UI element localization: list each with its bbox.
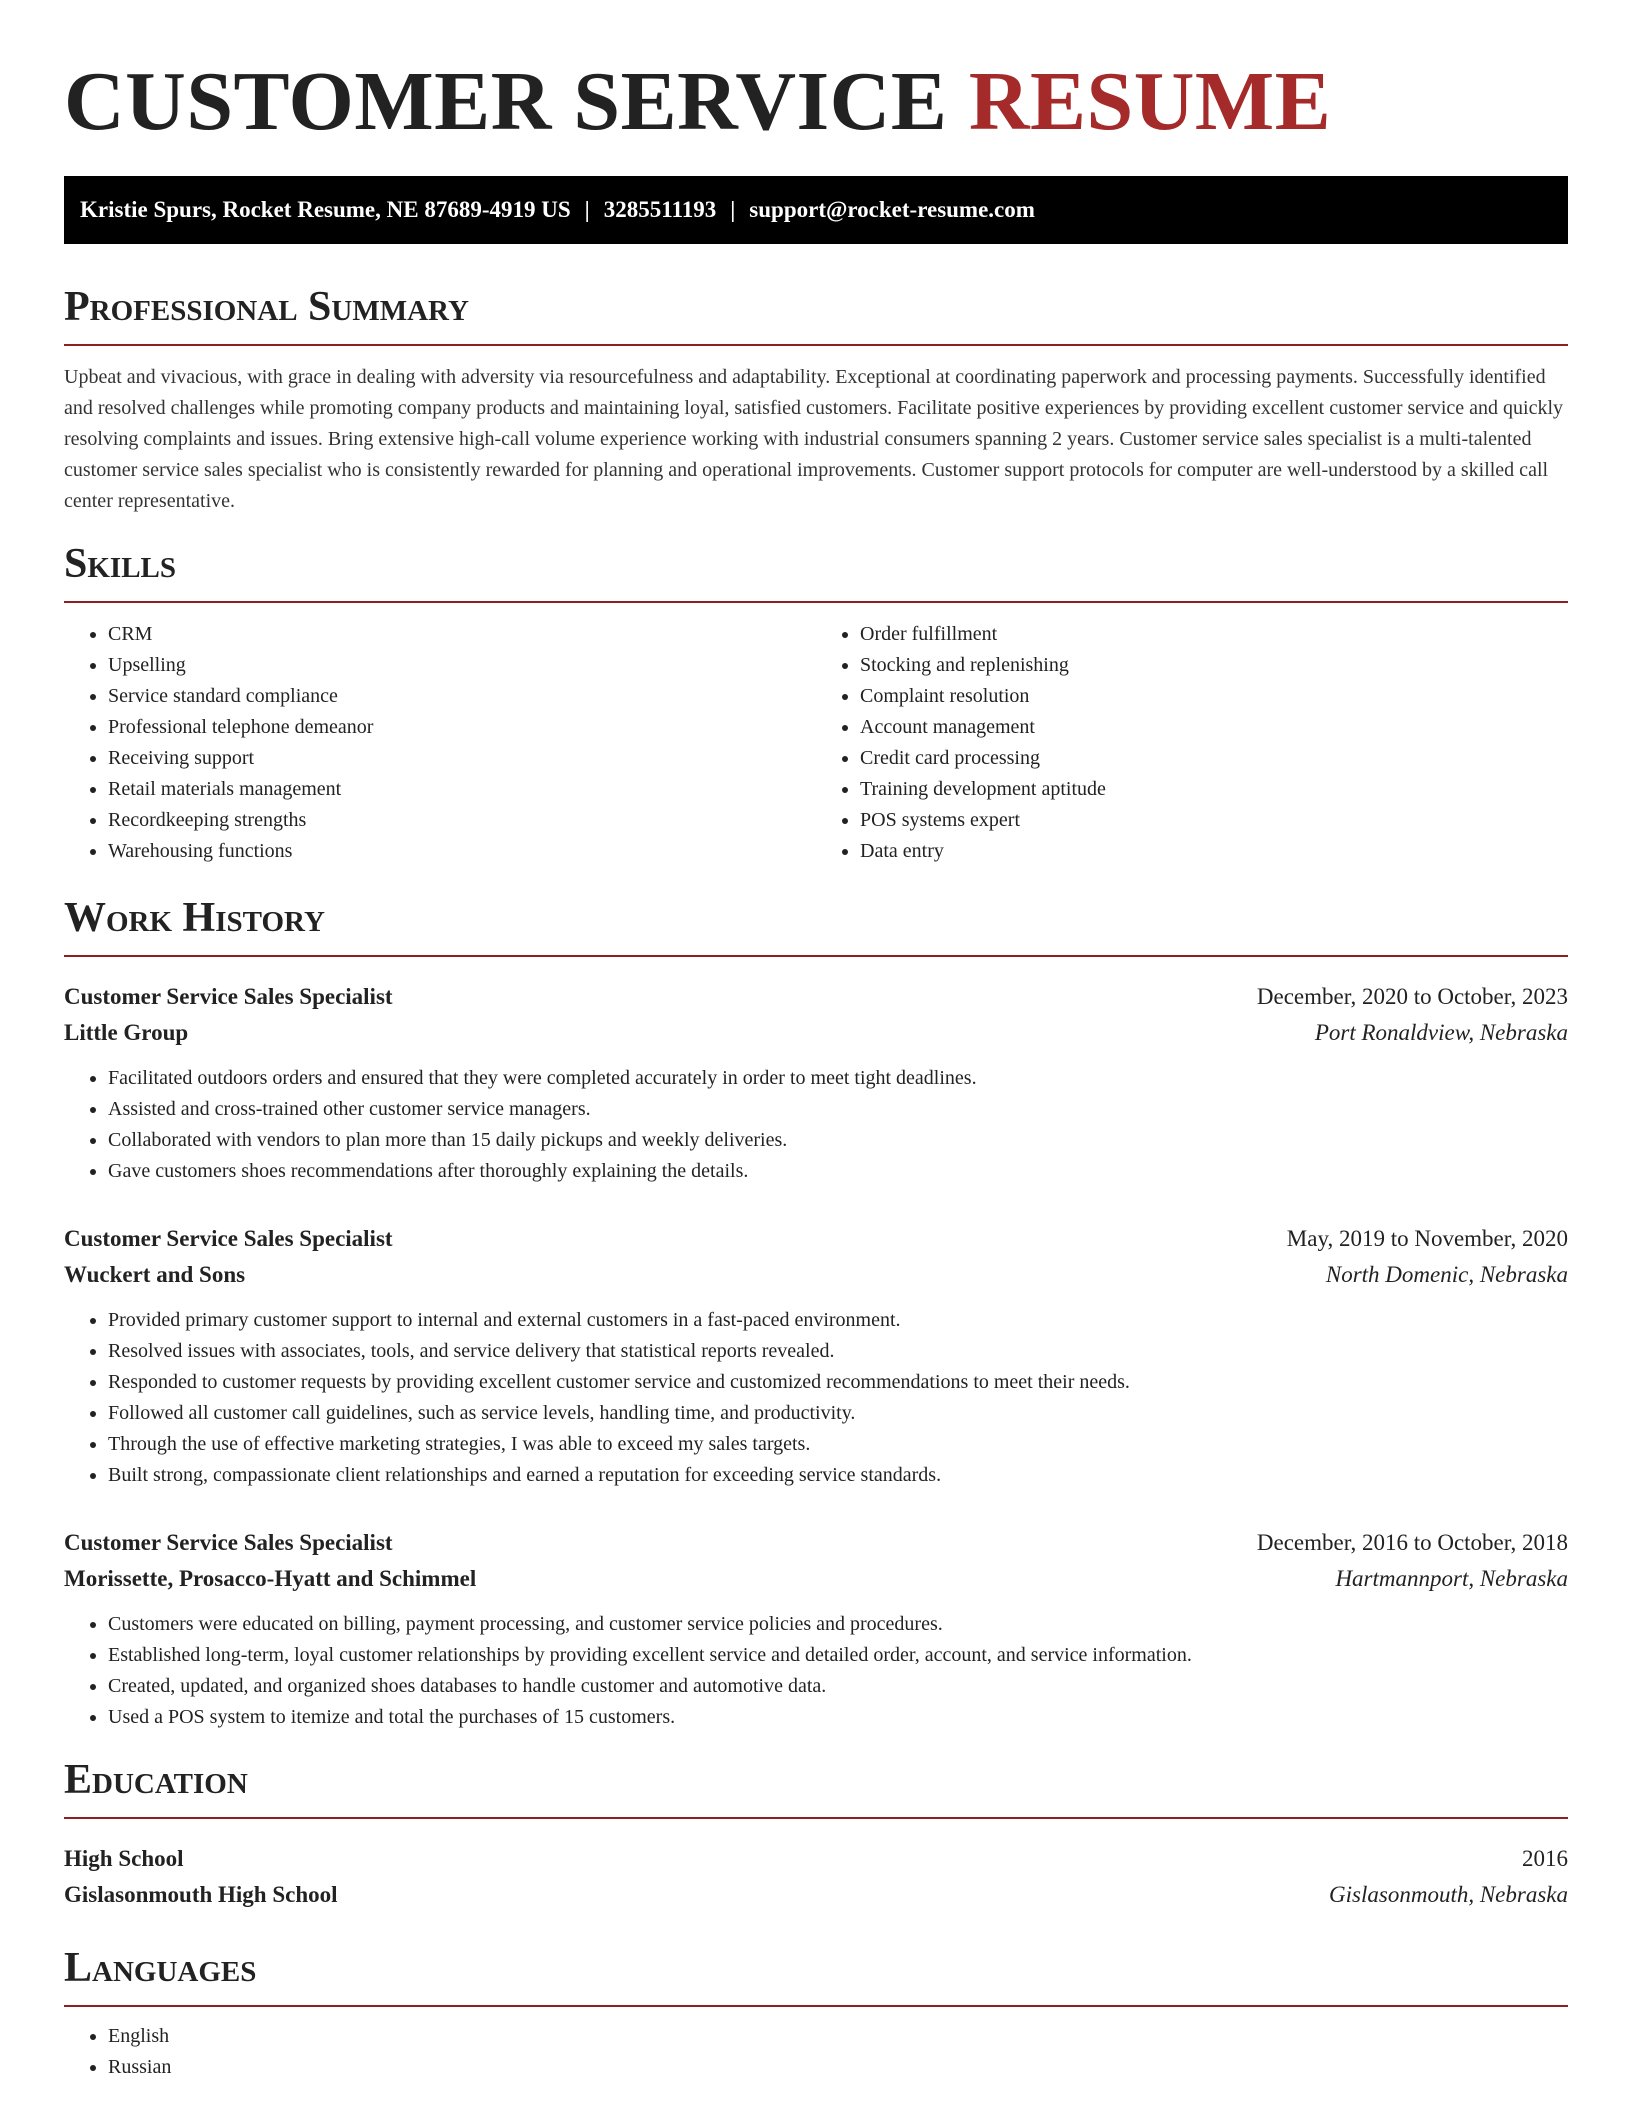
job-bullets (64, 1063, 1568, 1187)
skills-column-left (64, 619, 816, 867)
skills-column-right (816, 619, 1568, 867)
contact-separator: | (584, 197, 590, 222)
education-header (64, 1841, 1568, 1877)
skill-item: • Account management (860, 712, 1568, 743)
job-entry (64, 1525, 1568, 1733)
job-subheader (64, 1257, 1568, 1293)
job-location: North Domenic, Nebraska (1325, 1262, 1568, 1287)
skill-item: • Service standard compliance (108, 681, 816, 712)
skill-item: • Data entry (860, 836, 1568, 867)
job-title: Customer Service Sales Specialist (64, 1226, 393, 1251)
job-location: Hartmannport, Nebraska (1335, 1566, 1568, 1591)
job-entry (64, 979, 1568, 1187)
education-section (64, 1757, 1568, 1913)
resume-page (64, 0, 1568, 2083)
skill-item: • Credit card processing (860, 743, 1568, 774)
skill-item: • Recordkeeping strengths (108, 805, 816, 836)
title-accent: RESUME (968, 55, 1332, 148)
job-bullet: • Built strong, compassionate client relationships and earned a reputation for exceeding service standards. (108, 1460, 1568, 1491)
skills-section (64, 541, 1568, 867)
skill-item: • Complaint resolution (860, 681, 1568, 712)
languages-section (64, 1945, 1568, 2083)
summary-section (64, 284, 1568, 517)
job-bullet: • Responded to customer requests by providing excellent customer service and customized recommendations to meet their needs. (108, 1367, 1568, 1398)
education-subheader (64, 1877, 1568, 1913)
language-item: • Russian (108, 2052, 1568, 2083)
education-heading: Education (64, 1757, 1568, 1819)
work-section (64, 895, 1568, 1733)
skill-item: • Retail materials management (108, 774, 816, 805)
skill-item: • POS systems expert (860, 805, 1568, 836)
skill-item: • Warehousing functions (108, 836, 816, 867)
education-school: Gislasonmouth High School (64, 1882, 338, 1907)
job-subheader (64, 1561, 1568, 1597)
skills-heading: Skills (64, 541, 1568, 603)
job-bullet: • Used a POS system to itemize and total the purchases of 15 customers. (108, 1702, 1568, 1733)
languages-heading: Languages (64, 1945, 1568, 2007)
job-bullet: • Provided primary customer support to internal and external customers in a fast-paced environment. (108, 1305, 1568, 1336)
job-bullet: • Collaborated with vendors to plan more than 15 daily pickups and weekly deliveries. (108, 1125, 1568, 1156)
summary-text: Upbeat and vivacious, with grace in dealing with adversity via resourcefulness and adaptability. Exceptional at coordinating paperwork and processing payments. Successfully identified and resolved challenges while promoting company products and maintaining loyal, satisfied customers. Facilitate positive experiences by providing excellent customer service and quickly resolving complaints and issues. Bring extensive high-call volume experience working with industrial consumers spanning 2 years. Customer service sales specialist is a multi-talented customer service sales specialist who is consistently rewarded for planning and operational improvements. Customer support protocols for computer are well-understood by a skilled call center representative. (64, 366, 1564, 512)
contact-email: support@rocket-resume.com (749, 197, 1035, 222)
job-company: Wuckert and Sons (64, 1262, 246, 1287)
skill-item: • Professional telephone demeanor (108, 712, 816, 743)
skill-item: • Upselling (108, 650, 816, 681)
job-title: Customer Service Sales Specialist (64, 1530, 393, 1555)
job-bullet: • Created, updated, and organized shoes databases to handle customer and automotive data. (108, 1671, 1568, 1702)
job-entry (64, 1221, 1568, 1491)
contact-separator: | (730, 197, 736, 222)
job-company: Little Group (64, 1020, 189, 1045)
job-bullet: • Through the use of effective marketing strategies, I was able to exceed my sales targets. (108, 1429, 1568, 1460)
job-dates: May, 2019 to November, 2020 (1286, 1226, 1568, 1251)
languages-list (64, 2021, 1568, 2083)
job-bullet: • Followed all customer call guidelines, such as service levels, handling time, and productivity. (108, 1398, 1568, 1429)
resume-title (64, 52, 1568, 152)
job-bullets (64, 1609, 1568, 1733)
skill-item: • CRM (108, 619, 816, 650)
job-bullet: • Facilitated outdoors orders and ensured that they were completed accurately in order to meet tight deadlines. (108, 1063, 1568, 1094)
job-bullets (64, 1305, 1568, 1491)
skill-item: • Training development aptitude (860, 774, 1568, 805)
contact-address: Kristie Spurs, Rocket Resume, NE 87689-4919 US (80, 197, 571, 222)
summary-heading: Professional Summary (64, 284, 1568, 346)
job-dates: December, 2016 to October, 2018 (1256, 1530, 1568, 1555)
job-company: Morissette, Prosacco-Hyatt and Schimmel (64, 1566, 477, 1591)
job-bullet: • Customers were educated on billing, payment processing, and customer service policies and procedures. (108, 1609, 1568, 1640)
contact-phone: 3285511193 (603, 197, 717, 222)
job-header (64, 1221, 1568, 1257)
work-heading: Work History (64, 895, 1568, 957)
job-bullet: • Resolved issues with associates, tools, and service delivery that statistical reports revealed. (108, 1336, 1568, 1367)
job-bullet: • Established long-term, loyal customer relationships by providing excellent service and detailed order, account, and service information. (108, 1640, 1568, 1671)
job-bullet: • Gave customers shoes recommendations after thoroughly explaining the details. (108, 1156, 1568, 1187)
job-header (64, 979, 1568, 1015)
education-location: Gislasonmouth, Nebraska (1329, 1882, 1568, 1907)
title-main: CUSTOMER SERVICE (64, 55, 948, 148)
job-header (64, 1525, 1568, 1561)
job-location: Port Ronaldview, Nebraska (1314, 1020, 1568, 1045)
skill-item: • Order fulfillment (860, 619, 1568, 650)
skill-item: • Stocking and replenishing (860, 650, 1568, 681)
skill-item: • Receiving support (108, 743, 816, 774)
job-title: Customer Service Sales Specialist (64, 984, 393, 1009)
education-entry (64, 1841, 1568, 1913)
contact-bar (64, 176, 1568, 244)
education-year: 2016 (1522, 1846, 1568, 1871)
education-degree: High School (64, 1846, 184, 1871)
job-bullet: • Assisted and cross-trained other customer service managers. (108, 1094, 1568, 1125)
language-item: • English (108, 2021, 1568, 2052)
job-subheader (64, 1015, 1568, 1051)
job-dates: December, 2020 to October, 2023 (1256, 984, 1568, 1009)
skills-list (64, 619, 1568, 867)
